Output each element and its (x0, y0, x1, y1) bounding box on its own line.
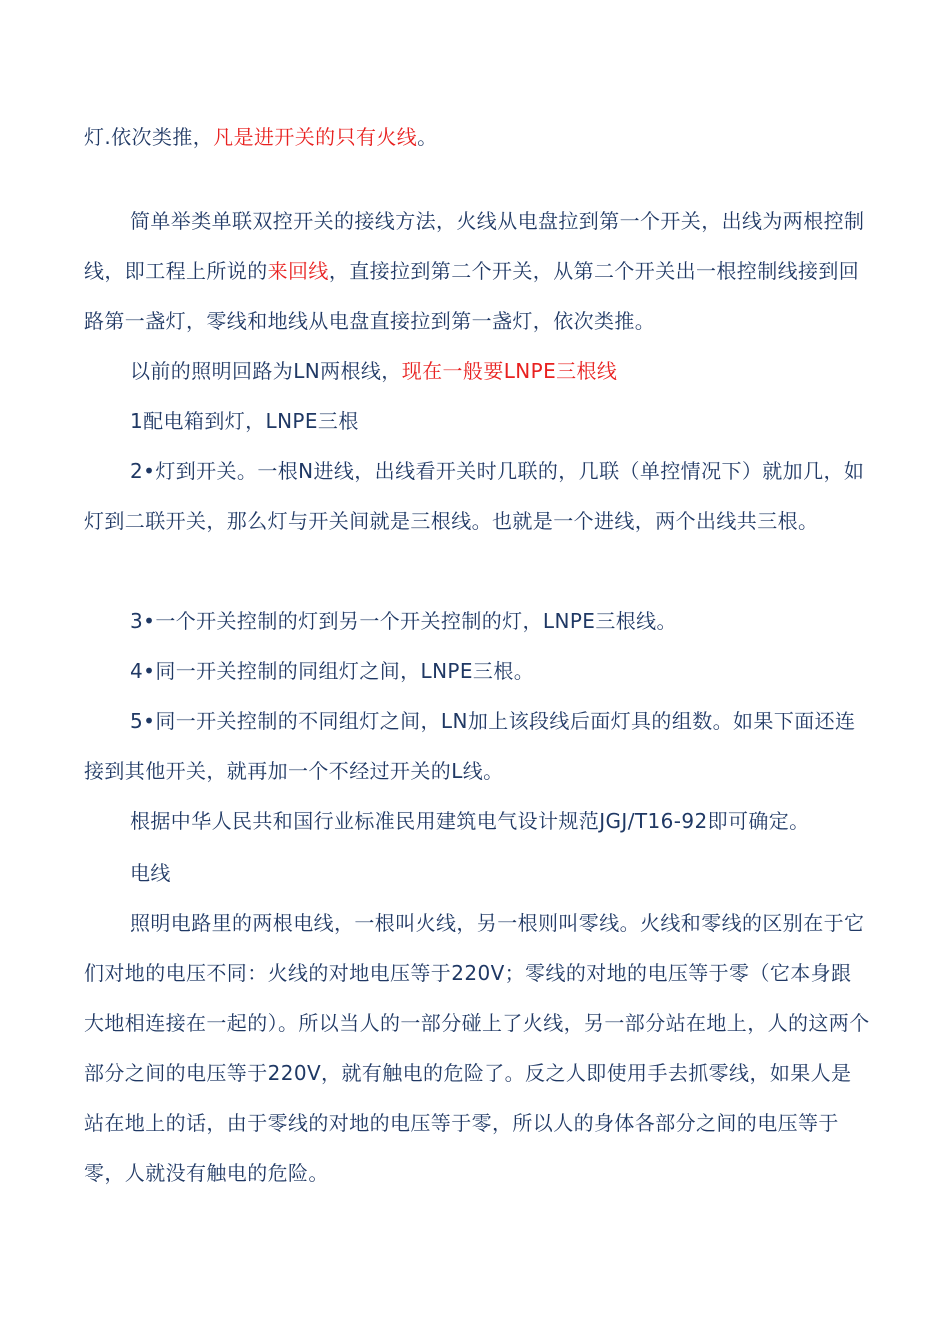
p1-highlight: 凡是进开关的只有火线 (213, 125, 418, 149)
paragraph-10-heading: 电线 (130, 861, 171, 885)
paragraph-4: 1配电箱到灯，LNPE三根 (130, 409, 359, 433)
paragraph-11: 照明电路里的两根电线，一根叫火线，另一根则叫零线。火线和零线的区别在于它们对地的电压不同：火线的对地电压等于220V；零线的对地的电压等于零（它本身跟大地相连接在一起的）。所以当人的一部分碰上了火线，另一部分站在地上，人的这两个部分之间的电压等于220V，就有触电的危险了。反之人即使用手去抓零线，如果人是站在地上的话，由于零线的对地的电压等于零，所以人的身体各部分之间的电压等于零，人就没有触电的危险。 (84, 911, 870, 1185)
p1-text: 灯.依次类推， (84, 125, 214, 149)
paragraph-1 (84, 112, 870, 162)
paragraph-6: 3•一个开关控制的灯到另一个开关控制的灯，LNPE三根线。 (130, 609, 677, 633)
paragraph-5: 2•灯到开关。一根N进线，出线看开关时几联的，几联（单控情况下）就加几，如灯到二联开关，那么灯与开关间就是三根线。也就是一个进线，两个出线共三根。 (84, 459, 865, 533)
p2-highlight: 来回线 (267, 259, 329, 283)
p3-text: 以前的照明回路为LN两根线， (130, 359, 402, 383)
p1-end: 。 (417, 125, 438, 149)
paragraph-9: 根据中华人民共和国行业标准民用建筑电气设计规范JGJ/T16-92即可确定。 (130, 809, 810, 833)
p3-highlight: 现在一般要LNPE三根线 (401, 359, 618, 383)
paragraph-7: 4•同一开关控制的同组灯之间，LNPE三根。 (130, 659, 535, 683)
paragraph-3 (84, 346, 870, 396)
paragraph-8: 5•同一开关控制的不同组灯之间，LN加上该段线后面灯具的组数。如果下面还连接到其他开关，就再加一个不经过开关的L线。 (84, 709, 856, 783)
p2-text-end: ，直接拉到第二个开关，从第二个开关出一根控制线接到回路第一盏灯，零线和地线从电盘直接拉到第一盏灯，依次类推。 (84, 259, 860, 333)
paragraph-2 (84, 196, 870, 346)
p2-text: 简单举类单联双控开关的接线方法，火线从电盘拉到第一个开关，出线为两根控制线，即工程上所说的 (84, 209, 865, 283)
